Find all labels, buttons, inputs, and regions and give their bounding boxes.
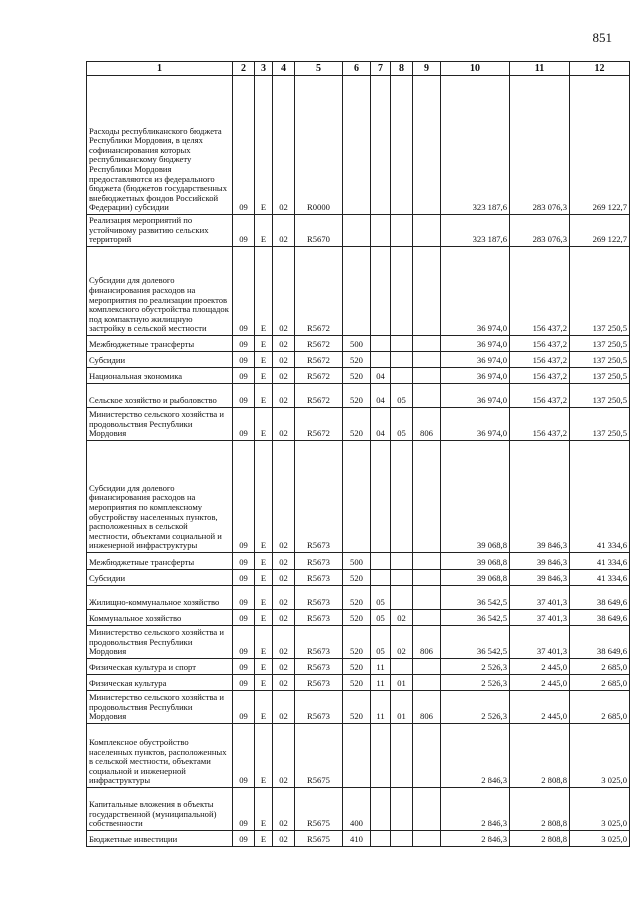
amount-year-3: 41 334,6 [570,553,630,570]
amount-year-1: 2 526,3 [441,691,510,724]
subsection-code [391,247,413,336]
subsection-code [391,336,413,352]
subprogram-code: 02 [273,215,295,247]
target-article-code: R5673 [295,586,343,610]
expense-type-code: 520 [343,659,371,675]
program-code: E [255,831,273,847]
amount-year-2: 283 076,3 [510,215,570,247]
ministry-code [413,247,441,336]
row-name: Субсидии [87,352,233,368]
table-row [87,675,630,691]
row-name: Расходы республиканского бюджета Республики Мордовия, в целях софинансирования которых республиканскому бюджету Республики Мордовия предоставляются из федерального бюджета (бюджетов государственных внебюджетных фондов Российской Федерации) субсидии [87,76,233,215]
ministry-code [413,659,441,675]
amount-year-3: 38 649,6 [570,586,630,610]
row-name: Межбюджетные трансферты [87,336,233,352]
table-row [87,570,630,586]
table-row [87,441,630,553]
amount-year-1: 36 542,5 [441,586,510,610]
chapter-code: 09 [233,553,255,570]
table-row [87,247,630,336]
target-article-code: R5673 [295,626,343,659]
program-code: E [255,659,273,675]
column-header: 6 [343,62,371,76]
subprogram-code: 02 [273,336,295,352]
table-row [87,352,630,368]
program-code: E [255,441,273,553]
table-row [87,724,630,788]
subsection-code [391,553,413,570]
column-header: 10 [441,62,510,76]
target-article-code: R5673 [295,570,343,586]
section-code: 04 [371,368,391,384]
amount-year-2: 2 445,0 [510,659,570,675]
ministry-code [413,215,441,247]
subprogram-code: 02 [273,384,295,408]
amount-year-2: 2 808,8 [510,788,570,831]
table-body [87,76,630,847]
target-article-code: R5672 [295,336,343,352]
row-name: Капитальные вложения в объекты государственной (муниципальной) собственности [87,788,233,831]
program-code: E [255,553,273,570]
table-row [87,610,630,626]
table-row [87,659,630,675]
expense-type-code: 520 [343,691,371,724]
row-name: Физическая культура [87,675,233,691]
subprogram-code: 02 [273,691,295,724]
subprogram-code: 02 [273,441,295,553]
target-article-code: R5672 [295,247,343,336]
section-code [371,570,391,586]
subprogram-code: 02 [273,586,295,610]
chapter-code: 09 [233,675,255,691]
target-article-code: R5673 [295,553,343,570]
amount-year-2: 2 808,8 [510,831,570,847]
ministry-code [413,336,441,352]
section-code: 05 [371,586,391,610]
subsection-code [391,788,413,831]
row-name: Сельское хозяйство и рыболовство [87,384,233,408]
expense-type-code: 500 [343,336,371,352]
column-header: 9 [413,62,441,76]
program-code: E [255,691,273,724]
program-code: E [255,247,273,336]
column-header: 12 [570,62,630,76]
program-code: E [255,352,273,368]
amount-year-1: 36 974,0 [441,384,510,408]
target-article-code: R5672 [295,352,343,368]
chapter-code: 09 [233,368,255,384]
amount-year-1: 39 068,8 [441,441,510,553]
amount-year-2: 156 437,2 [510,247,570,336]
chapter-code: 09 [233,215,255,247]
section-code [371,788,391,831]
target-article-code: R5673 [295,610,343,626]
ministry-code [413,352,441,368]
ministry-code [413,586,441,610]
target-article-code: R5673 [295,691,343,724]
amount-year-3: 2 685,0 [570,691,630,724]
target-article-code: R5673 [295,441,343,553]
amount-year-3: 137 250,5 [570,384,630,408]
expense-type-code: 520 [343,352,371,368]
chapter-code: 09 [233,691,255,724]
subsection-code [391,570,413,586]
amount-year-1: 36 542,5 [441,610,510,626]
amount-year-1: 36 974,0 [441,336,510,352]
target-article-code: R5675 [295,831,343,847]
expense-type-code [343,441,371,553]
program-code: E [255,76,273,215]
amount-year-3: 137 250,5 [570,247,630,336]
amount-year-3: 137 250,5 [570,408,630,441]
row-name: Министерство сельского хозяйства и продовольствия Республики Мордовия [87,408,233,441]
amount-year-3: 2 685,0 [570,675,630,691]
program-code: E [255,384,273,408]
program-code: E [255,586,273,610]
program-code: E [255,408,273,441]
row-name: Комплексное обустройство населенных пунктов, расположенных в сельской местности, объектами социальной и инженерной инфраструктуры [87,724,233,788]
subsection-code [391,352,413,368]
row-name: Бюджетные инвестиции [87,831,233,847]
amount-year-1: 39 068,8 [441,570,510,586]
chapter-code: 09 [233,336,255,352]
target-article-code: R5672 [295,408,343,441]
row-name: Физическая культура и спорт [87,659,233,675]
amount-year-1: 2 846,3 [441,788,510,831]
amount-year-3: 41 334,6 [570,441,630,553]
section-code [371,831,391,847]
section-code: 05 [371,610,391,626]
column-header: 11 [510,62,570,76]
amount-year-3: 38 649,6 [570,610,630,626]
expense-type-code [343,215,371,247]
expense-type-code: 500 [343,553,371,570]
table-row [87,831,630,847]
amount-year-3: 137 250,5 [570,352,630,368]
subsection-code: 05 [391,384,413,408]
section-code [371,247,391,336]
subprogram-code: 02 [273,247,295,336]
section-code: 05 [371,626,391,659]
expense-type-code: 520 [343,626,371,659]
expense-type-code: 520 [343,586,371,610]
subsection-code [391,441,413,553]
row-name: Субсидии для долевого финансирования расходов на мероприятия по комплексному обустройству населенных пунктов, расположенных в сельской местности, объектами социальной и инженерной инфраструктуры [87,441,233,553]
expense-type-code [343,724,371,788]
subsection-code [391,831,413,847]
subprogram-code: 02 [273,553,295,570]
amount-year-3: 38 649,6 [570,626,630,659]
chapter-code: 09 [233,610,255,626]
amount-year-2: 283 076,3 [510,76,570,215]
ministry-code [413,553,441,570]
chapter-code: 09 [233,408,255,441]
ministry-code [413,724,441,788]
chapter-code: 09 [233,441,255,553]
subprogram-code: 02 [273,724,295,788]
subprogram-code: 02 [273,352,295,368]
column-header: 8 [391,62,413,76]
section-code: 11 [371,675,391,691]
subsection-code: 02 [391,610,413,626]
target-article-code: R5670 [295,215,343,247]
amount-year-1: 36 974,0 [441,352,510,368]
amount-year-3: 3 025,0 [570,724,630,788]
ministry-code [413,831,441,847]
program-code: E [255,336,273,352]
target-article-code: R5675 [295,788,343,831]
subsection-code [391,586,413,610]
row-name: Субсидии для долевого финансирования расходов на мероприятия по реализации проектов комплексного обустройства площадок под компактную жилищную застройку в сельской местности [87,247,233,336]
row-name: Министерство сельского хозяйства и продовольствия Республики Мордовия [87,626,233,659]
section-code [371,724,391,788]
amount-year-2: 2 445,0 [510,691,570,724]
target-article-code: R0000 [295,76,343,215]
row-name: Жилищно-коммунальное хозяйство [87,586,233,610]
amount-year-1: 2 846,3 [441,724,510,788]
program-code: E [255,368,273,384]
ministry-code [413,368,441,384]
amount-year-2: 156 437,2 [510,368,570,384]
amount-year-2: 156 437,2 [510,384,570,408]
amount-year-1: 36 974,0 [441,368,510,384]
amount-year-1: 36 542,5 [441,626,510,659]
amount-year-2: 39 846,3 [510,441,570,553]
amount-year-1: 2 526,3 [441,659,510,675]
amount-year-1: 2 846,3 [441,831,510,847]
amount-year-1: 323 187,6 [441,215,510,247]
table-row [87,691,630,724]
amount-year-3: 3 025,0 [570,788,630,831]
section-code [371,352,391,368]
expense-type-code: 520 [343,408,371,441]
table-row [87,788,630,831]
amount-year-1: 2 526,3 [441,675,510,691]
program-code: E [255,610,273,626]
row-name: Субсидии [87,570,233,586]
chapter-code: 09 [233,626,255,659]
section-code [371,76,391,215]
amount-year-3: 41 334,6 [570,570,630,586]
ministry-code [413,610,441,626]
amount-year-3: 3 025,0 [570,831,630,847]
amount-year-1: 39 068,8 [441,553,510,570]
column-header: 1 [87,62,233,76]
subprogram-code: 02 [273,610,295,626]
table-row [87,626,630,659]
amount-year-2: 156 437,2 [510,336,570,352]
table-row [87,384,630,408]
expense-type-code: 520 [343,610,371,626]
subprogram-code: 02 [273,831,295,847]
subprogram-code: 02 [273,76,295,215]
ministry-code: 806 [413,691,441,724]
column-header: 4 [273,62,295,76]
program-code: E [255,626,273,659]
amount-year-1: 36 974,0 [441,408,510,441]
budget-table [86,61,630,847]
amount-year-3: 137 250,5 [570,368,630,384]
table-row [87,408,630,441]
amount-year-2: 37 401,3 [510,610,570,626]
table-row [87,586,630,610]
subprogram-code: 02 [273,675,295,691]
ministry-code [413,76,441,215]
program-code: E [255,724,273,788]
table-row [87,76,630,215]
section-code [371,441,391,553]
column-header: 7 [371,62,391,76]
amount-year-2: 156 437,2 [510,408,570,441]
expense-type-code: 400 [343,788,371,831]
ministry-code [413,675,441,691]
chapter-code: 09 [233,76,255,215]
expense-type-code: 520 [343,384,371,408]
page-number: 851 [592,30,612,45]
table-row [87,215,630,247]
table-row [87,553,630,570]
subprogram-code: 02 [273,659,295,675]
subprogram-code: 02 [273,626,295,659]
subsection-code [391,724,413,788]
subsection-code [391,76,413,215]
section-code: 11 [371,691,391,724]
target-article-code: R5673 [295,659,343,675]
program-code: E [255,570,273,586]
chapter-code: 09 [233,247,255,336]
chapter-code: 09 [233,570,255,586]
section-code [371,215,391,247]
row-name: Межбюджетные трансферты [87,553,233,570]
chapter-code: 09 [233,831,255,847]
ministry-code [413,384,441,408]
chapter-code: 09 [233,659,255,675]
target-article-code: R5673 [295,675,343,691]
subprogram-code: 02 [273,408,295,441]
amount-year-1: 323 187,6 [441,76,510,215]
target-article-code: R5672 [295,368,343,384]
table-row [87,336,630,352]
target-article-code: R5672 [295,384,343,408]
section-code: 11 [371,659,391,675]
amount-year-1: 36 974,0 [441,247,510,336]
expense-type-code: 520 [343,570,371,586]
row-name: Реализация мероприятий по устойчивому развитию сельских территорий [87,215,233,247]
amount-year-2: 156 437,2 [510,352,570,368]
chapter-code: 09 [233,384,255,408]
section-code [371,553,391,570]
subsection-code: 01 [391,691,413,724]
program-code: E [255,215,273,247]
subsection-code [391,659,413,675]
section-code: 04 [371,384,391,408]
amount-year-2: 39 846,3 [510,570,570,586]
row-name: Коммунальное хозяйство [87,610,233,626]
ministry-code [413,441,441,553]
subprogram-code: 02 [273,570,295,586]
subprogram-code: 02 [273,368,295,384]
subsection-code: 05 [391,408,413,441]
chapter-code: 09 [233,586,255,610]
section-code: 04 [371,408,391,441]
amount-year-2: 2 445,0 [510,675,570,691]
chapter-code: 09 [233,788,255,831]
amount-year-3: 269 122,7 [570,215,630,247]
subsection-code [391,215,413,247]
ministry-code [413,788,441,831]
column-header: 2 [233,62,255,76]
table-header-row [87,62,630,76]
amount-year-3: 269 122,7 [570,76,630,215]
subsection-code: 01 [391,675,413,691]
target-article-code: R5675 [295,724,343,788]
ministry-code [413,570,441,586]
expense-type-code: 520 [343,368,371,384]
row-name: Национальная экономика [87,368,233,384]
column-header: 5 [295,62,343,76]
program-code: E [255,788,273,831]
expense-type-code [343,76,371,215]
amount-year-2: 37 401,3 [510,626,570,659]
expense-type-code [343,247,371,336]
amount-year-3: 2 685,0 [570,659,630,675]
program-code: E [255,675,273,691]
row-name: Министерство сельского хозяйства и продовольствия Республики Мордовия [87,691,233,724]
chapter-code: 09 [233,724,255,788]
table-row [87,368,630,384]
ministry-code: 806 [413,626,441,659]
ministry-code: 806 [413,408,441,441]
amount-year-2: 39 846,3 [510,553,570,570]
amount-year-3: 137 250,5 [570,336,630,352]
subsection-code [391,368,413,384]
amount-year-2: 37 401,3 [510,586,570,610]
chapter-code: 09 [233,352,255,368]
amount-year-2: 2 808,8 [510,724,570,788]
expense-type-code: 520 [343,675,371,691]
subprogram-code: 02 [273,788,295,831]
subsection-code: 02 [391,626,413,659]
expense-type-code: 410 [343,831,371,847]
column-header: 3 [255,62,273,76]
section-code [371,336,391,352]
